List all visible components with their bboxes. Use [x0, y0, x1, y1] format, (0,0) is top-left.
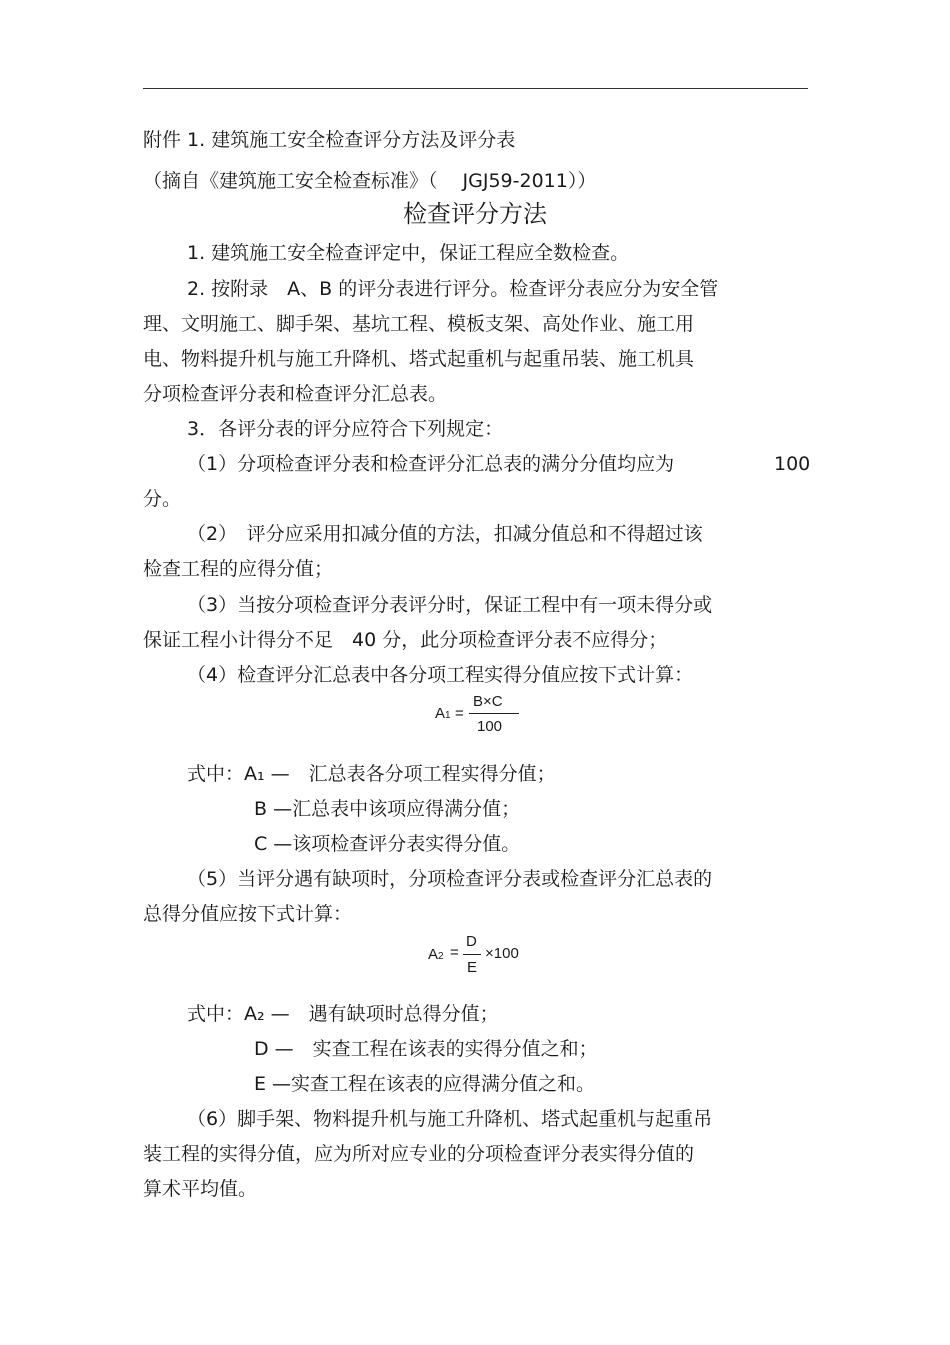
item-5-line-2: 总得分值应按下式计算：: [143, 903, 353, 925]
where-1-line-3: C —该项检查评分表实得分值。: [254, 833, 521, 855]
item-6-line-2: 装工程的实得分值，应为所对应专业的分项检查评分表实得分值的: [143, 1143, 695, 1165]
formula-2-fraction-bar: [463, 954, 481, 955]
formula-1-fraction-bar: [469, 713, 519, 714]
item-6-line-3: 算术平均值。: [143, 1178, 258, 1200]
item-6-line-1: （6）脚手架、物料提升机与施工升降机、塔式起重机与起重吊: [187, 1108, 713, 1130]
paragraph-2-line-2: 理、文明施工、脚手架、基坑工程、模板支架、高处作业、施工用: [143, 313, 695, 335]
paragraph-2-line-1: 2. 按附录 A、B 的评分表进行评分。检查评分表应分为安全管: [187, 278, 719, 300]
formula-2-numerator: D: [466, 933, 477, 950]
paragraph-1: 1. 建筑施工安全检查评定中，保证工程应全数检查。: [187, 242, 630, 264]
formula-1: [435, 693, 525, 737]
where-1-line-2: B —汇总表中该项应得满分值；: [254, 798, 521, 820]
page-title: 检查评分方法: [403, 200, 547, 228]
where-1-line-1: 式中：A₁ — 汇总表各分项工程实得分值；: [187, 763, 556, 785]
item-2-line-1: （2） 评分应采用扣减分值的方法，扣减分值总和不得超过该: [187, 523, 703, 545]
item-5-line-1: （5）当评分遇有缺项时，分项检查评分表或检查评分汇总表的: [187, 868, 713, 890]
paragraph-3: 3．各评分表的评分应符合下列规定：: [187, 418, 504, 440]
formula-1-equals: =: [455, 705, 464, 722]
formula-1-lhs: A1: [435, 705, 451, 722]
paragraph-2-line-3: 电、物料提升机与施工升降机、塔式起重机与起重吊装、施工机具: [143, 348, 695, 370]
formula-2: [428, 933, 538, 979]
source-line: （摘自《建筑施工安全检查标准》（ JGJ59-2011））: [143, 170, 597, 192]
item-4-line-1: （4）检查评分汇总表中各分项工程实得分值应按下式计算：: [187, 664, 694, 686]
item-2-line-2: 检查工程的应得分值；: [143, 558, 334, 580]
attachment-line: 附件 1. 建筑施工安全检查评分方法及评分表: [143, 129, 516, 151]
formula-2-denominator: E: [467, 959, 478, 976]
item-1-line-1: （1）分项检查评分表和检查评分汇总表的满分分值均应为: [187, 453, 675, 475]
formula-2-equals: =: [450, 944, 459, 961]
paragraph-2-line-4: 分项检查评分表和检查评分汇总表。: [143, 383, 448, 405]
formula-1-denominator: 100: [477, 718, 503, 735]
where-2-line-3: E —实查工程在该表的应得满分值之和。: [254, 1073, 596, 1095]
item-1-number: 100: [774, 453, 811, 475]
item-3-line-2: 保证工程小计得分不足 40 分，此分项检查评分表不应得分；: [143, 629, 668, 651]
formula-2-tail: ×100: [485, 945, 519, 962]
item-1-line-2: 分。: [143, 488, 182, 510]
where-2-line-2: D — 实查工程在该表的实得分值之和；: [254, 1038, 598, 1060]
formula-1-numerator: B×C: [473, 693, 503, 710]
top-rule: [143, 88, 808, 89]
item-3-line-1: （3）当按分项检查评分表评分时，保证工程中有一项未得分或: [187, 594, 713, 616]
formula-2-lhs: A2: [428, 946, 444, 963]
where-2-line-1: 式中：A₂ — 遇有缺项时总得分值；: [187, 1003, 499, 1025]
